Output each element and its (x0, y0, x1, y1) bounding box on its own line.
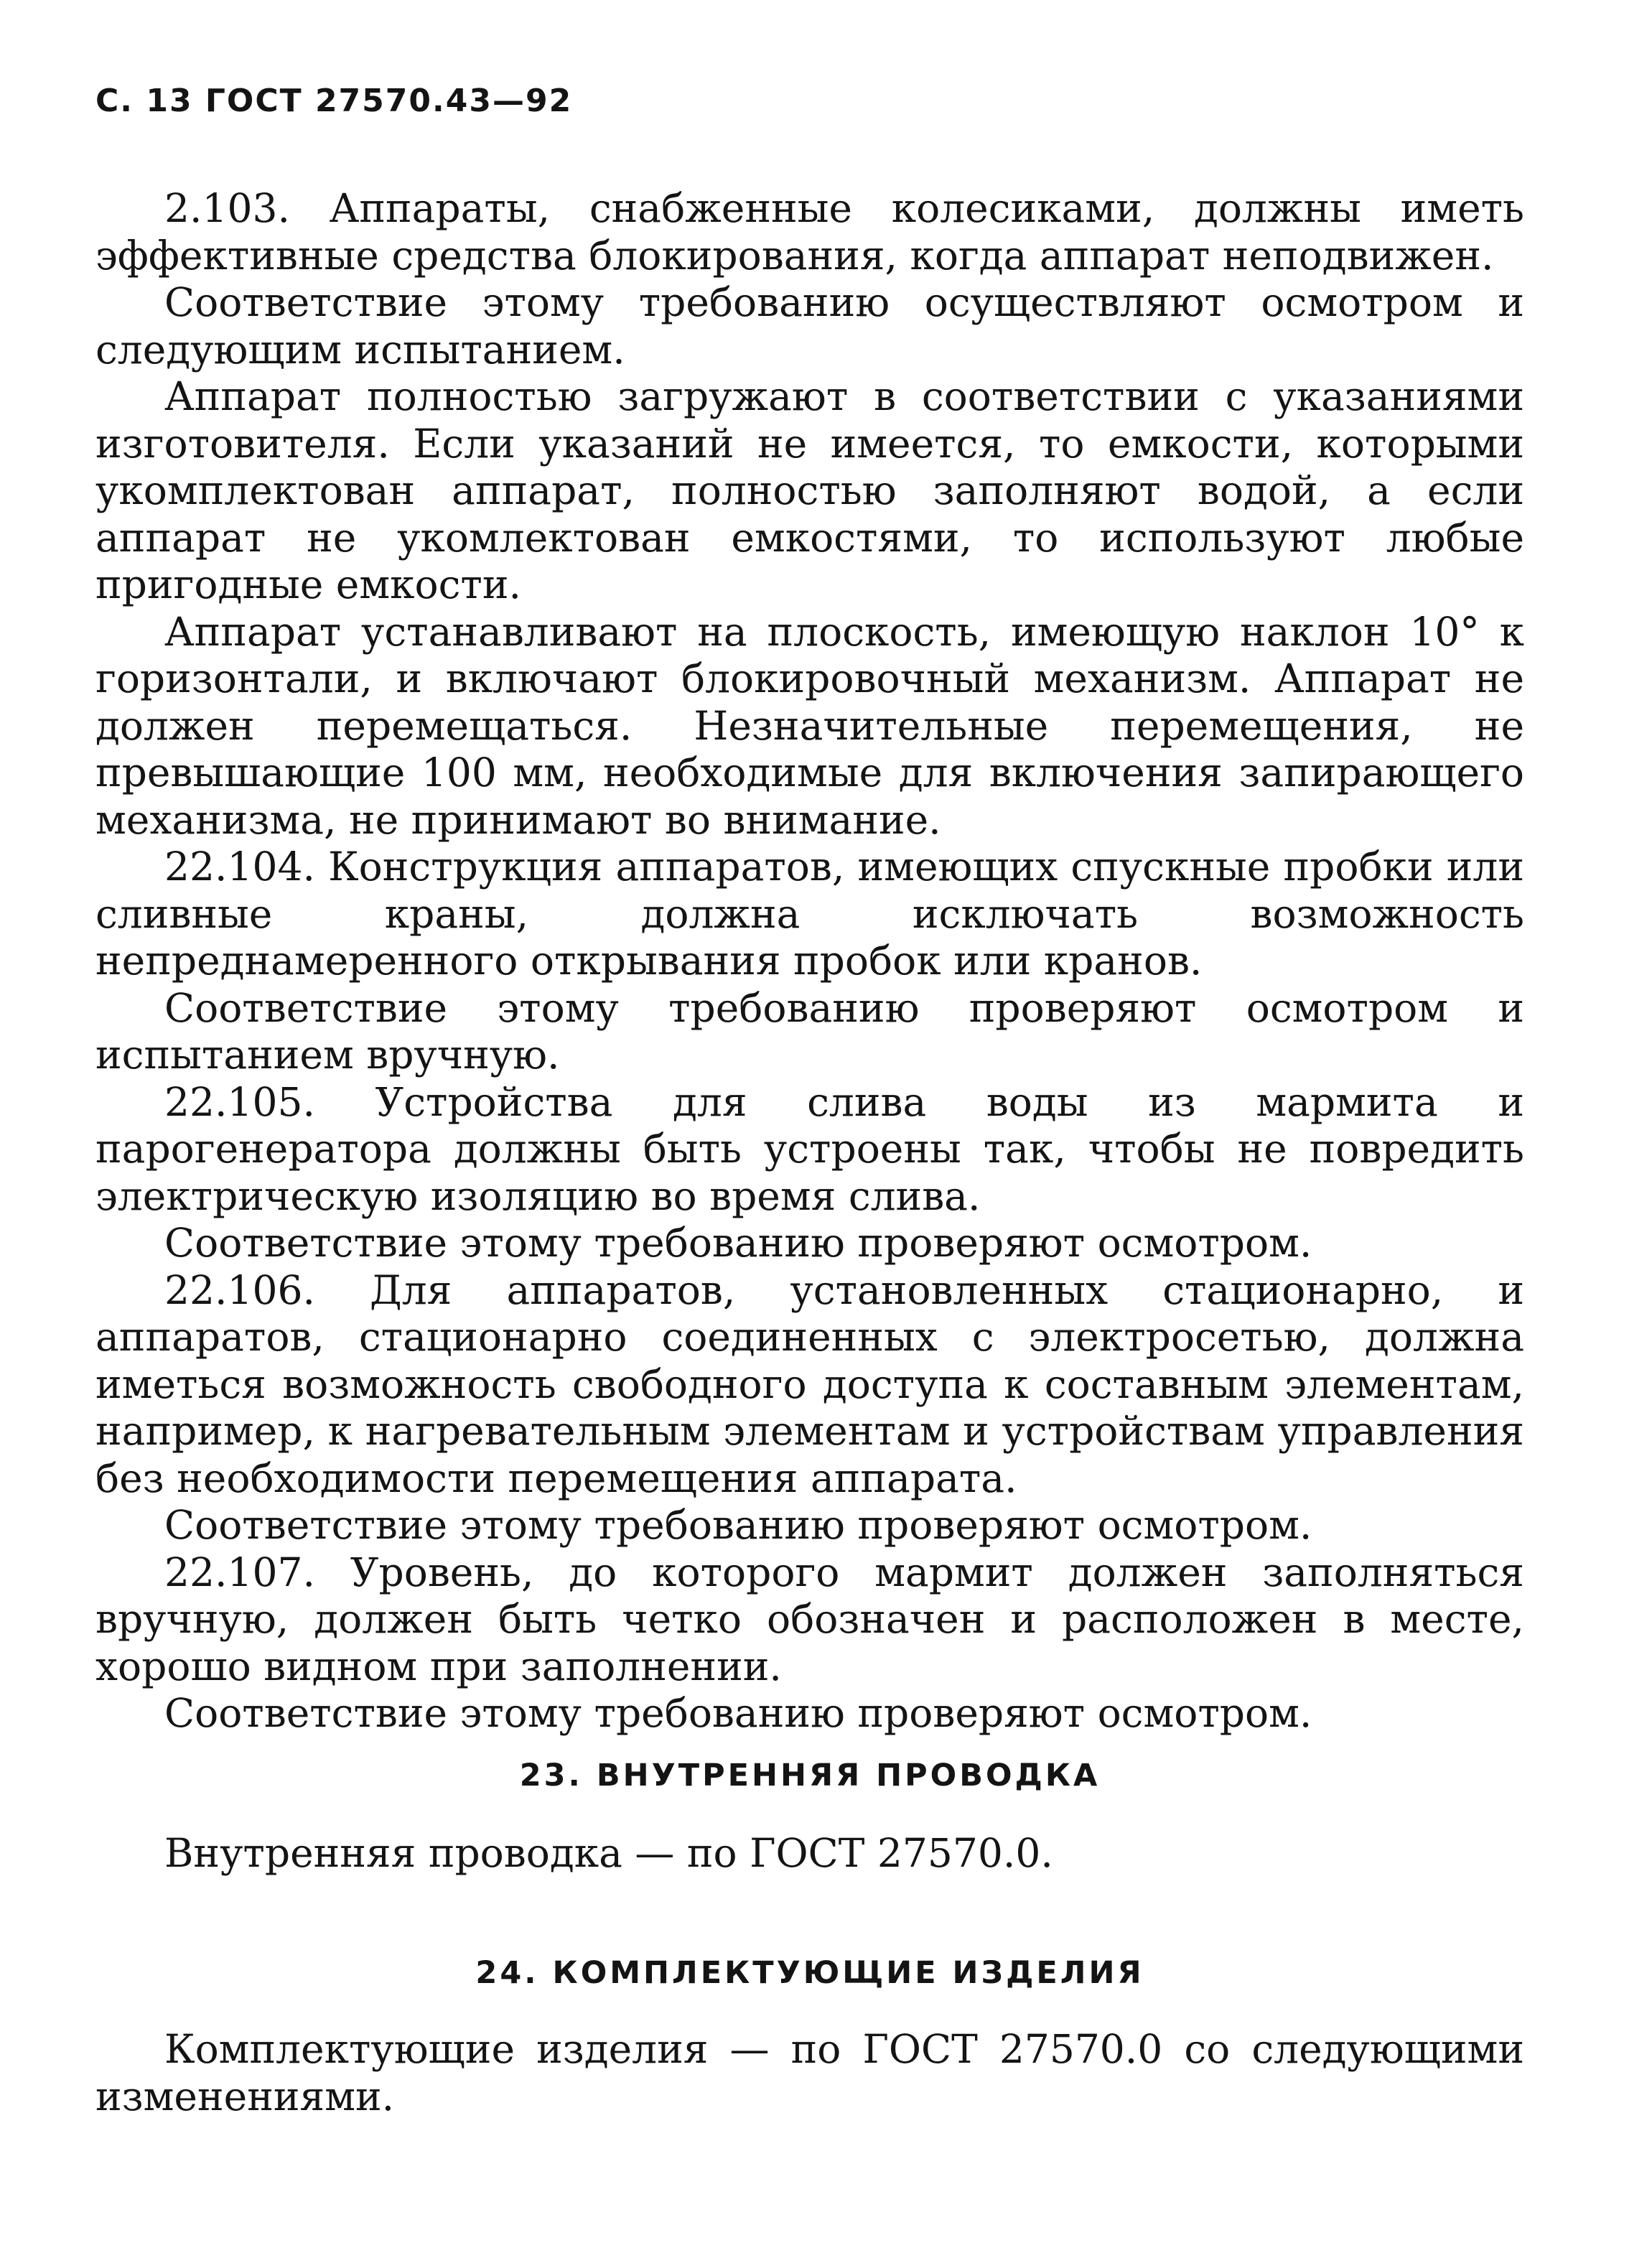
section-24-body (95, 2026, 1524, 2120)
section-24-heading: 24. КОМПЛЕКТУЮЩИЕ ИЗДЕЛИЯ (475, 1955, 1144, 1991)
paragraph-22-105: 22.105. Устройства для слива воды из мармита и парогенератора должны быть устроены так, чтобы не повредить электрическую изоляцию во время слива. (95, 1078, 1524, 1219)
running-head: С. 13 ГОСТ 27570.43—92 (95, 83, 573, 119)
paragraph-22-107: 22.107. Уровень, до которого мармит должен заполняться вручную, должен быть четко обозначен и расположен в месте, хорошо видном при заполнении. (95, 1549, 1524, 1689)
paragraph-23: Внутренняя проводка — по ГОСТ 27570.0. (164, 1830, 1053, 1876)
paragraph-22-107-compliance: Соответствие этому требованию проверяют осмотром. (164, 1690, 1312, 1736)
paragraph-22-105-compliance: Соответствие этому требованию проверяют осмотром. (164, 1220, 1312, 1266)
section-22-body (95, 185, 1524, 1737)
paragraph-22-103-load: Аппарат полностью загружают в соответствии с указаниями изготовителя. Если указаний не имеется, то емкости, которыми укомплектован аппарат, полностью заполняют водой, а если аппарат не укомлектован емкостями, то используют любые пригодные емкости. (95, 373, 1524, 607)
paragraph-22-106: 22.106. Для аппаратов, установленных стационарно, и аппаратов, стационарно соединенных с электросетью, должна иметься возможность свободного доступа к составным элементам, например, к нагревательным элементам и устройствам управления без необходимости перемещения аппарата. (95, 1266, 1524, 1501)
paragraph-24: Комплектующие изделия — по ГОСТ 27570.0 со следующими изменениями. (95, 2026, 1524, 2119)
paragraph-22-104-compliance: Соответствие этому требованию проверяют осмотром и испытанием вручную. (95, 984, 1524, 1078)
section-23-body (95, 1830, 1524, 1877)
section-23-heading: 23. ВНУТРЕННЯЯ ПРОВОДКА (519, 1758, 1101, 1793)
paragraph-22-103-incline: Аппарат устанавливают на плоскость, имеющую наклон 10° к горизонтали, и включают блокировочный механизм. Аппарат не должен перемещаться. Незначительные перемещения, не превышающие 100 мм, необходимые для включения запирающего механизма, не принимают во внимание. (95, 608, 1524, 843)
paragraph-22-104: 22.104. Конструкция аппаратов, имеющих спускные пробки или сливные краны, должна исключать возможность непреднамеренного открывания пробок или кранов. (95, 844, 1524, 984)
paragraph-22-103: 2.103. Аппараты, снабженные колесиками, должны иметь эффективные средства блокирования, когда аппарат неподвижен. (95, 185, 1524, 279)
paragraph-22-106-compliance: Соответствие этому требованию проверяют осмотром. (164, 1502, 1312, 1548)
paragraph-22-103-compliance: Соответствие этому требованию осуществляют осмотром и следующим испытанием. (95, 279, 1524, 373)
